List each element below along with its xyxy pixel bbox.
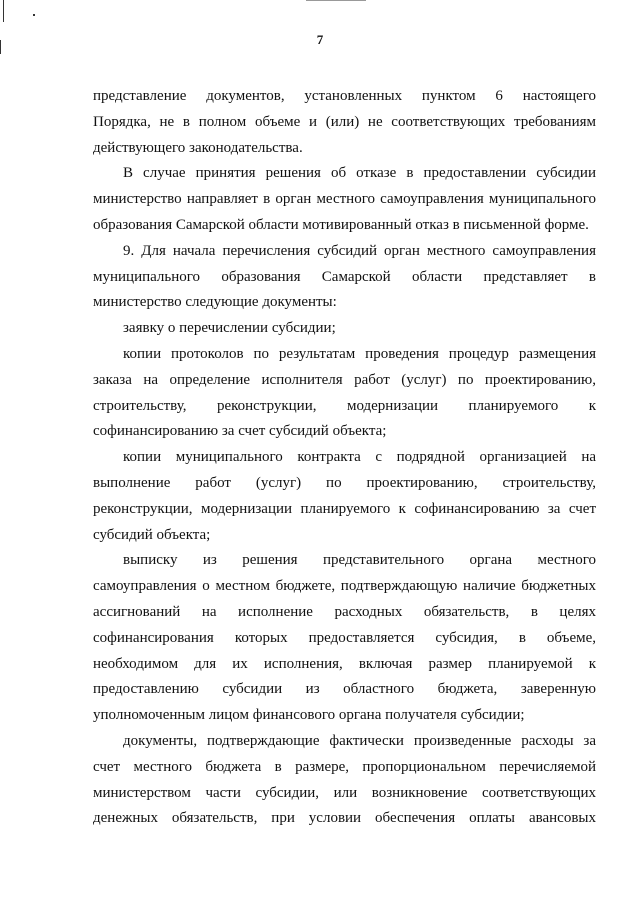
scan-artifact (33, 14, 35, 16)
text-line: денежных обязательств, при условии обеспечения оплаты авансовых (93, 810, 596, 827)
text-line: выписку из решения представительного органа местного (123, 552, 596, 569)
text-line: субсидий объекта; (93, 526, 211, 543)
text-line: образования Самарской области мотивированный отказ в письменной форме. (93, 216, 589, 233)
paragraph (93, 239, 596, 316)
text-line: выполнение работ (услуг) по проектированию, строительству, (93, 474, 596, 491)
paragraph (93, 342, 596, 445)
text-line: строительству, реконструкции, модернизации планируемого к (93, 397, 596, 414)
scan-artifact (3, 0, 4, 22)
scan-artifact (306, 0, 366, 1)
page-number: 7 (316, 32, 324, 47)
text-line: В случае принятия решения об отказе в предоставлении субсидии (123, 165, 596, 182)
text-line: предоставлению субсидии из областного бюджета, заверенную (93, 681, 596, 698)
text-line: 9. Для начала перечисления субсидий орган местного самоуправления (123, 242, 596, 259)
text-line: уполномоченным лицом финансового органа получателя субсидии; (93, 707, 525, 724)
text-line: копии протоколов по результатам проведения процедур размещения (123, 345, 596, 362)
text-line: самоуправления о местном бюджете, подтверждающую наличие бюджетных (93, 578, 596, 595)
text-line: софинансированию за счет субсидий объекта; (93, 423, 387, 440)
text-line: документы, подтверждающие фактически произведенные расходы за (123, 732, 596, 749)
text-line: ассигнований на исполнение расходных обязательств, в целях (93, 603, 596, 620)
text-line: копии муниципального контракта с подрядной организацией на (123, 449, 596, 466)
paragraph (93, 445, 596, 548)
paragraph (93, 161, 596, 238)
text-line: министерством части субсидии, или возникновение соответствующих (93, 784, 596, 801)
text-line: муниципального образования Самарской области представляет в (93, 268, 596, 285)
text-line: заказа на определение исполнителя работ (услуг) по проектированию, (93, 371, 596, 388)
paragraph (93, 729, 596, 832)
text-line: софинансирования которых предоставляется субсидия, в объеме, (93, 629, 596, 646)
text-line: необходимом для их исполнения, включая размер планируемой к (93, 655, 596, 672)
document-body (93, 84, 596, 832)
text-line: Порядка, не в полном объеме и (или) не соответствующих требованиям (93, 113, 596, 130)
text-line: министерство следующие документы: (93, 294, 337, 311)
text-line: счет местного бюджета в размере, пропорциональном перечисляемой (93, 758, 596, 775)
paragraph (93, 316, 596, 342)
text-line: реконструкции, модернизации планируемого к софинансированию за счет (93, 500, 596, 517)
paragraph (93, 548, 596, 729)
text-line: заявку о перечислении субсидии; (123, 320, 336, 337)
text-line: представление документов, установленных пунктом 6 настоящего (93, 88, 596, 104)
text-line: министерство направляет в орган местного самоуправления муниципального (93, 191, 596, 208)
text-line: действующего законодательства. (93, 139, 303, 156)
paragraph (93, 84, 596, 161)
